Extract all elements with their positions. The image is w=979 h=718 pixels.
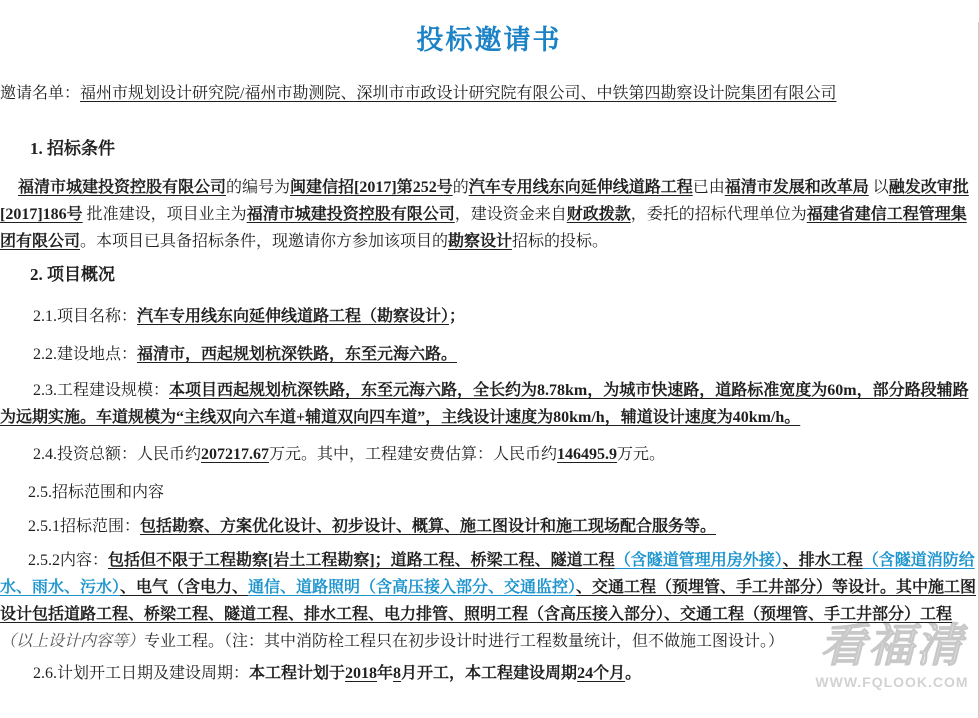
text-run: 福建省建信工程管理集团有限公司 (0, 206, 967, 250)
text-run: 专业工程。（注：其中消防栓工程只在初步设计时进行工程数量统计，但不做施工图设计。） (144, 633, 785, 650)
section-1-para (0, 174, 978, 255)
text-run: 万元。 (617, 446, 666, 463)
text-run: 、交通工程（预埋管、手工井部分）等设计。其中施工图设计包括道路工程、桥梁工程、隧道工程、排水工程、电力排管、照明工程（含高压接入部分）、交通工程（预埋管、手工井部分）工程 (0, 579, 977, 623)
watermark-brand-text: 看福清 (820, 620, 964, 671)
text-run: 2.6.计划开工日期及建设周期： (33, 665, 250, 682)
text-run: 146495.9 (557, 446, 618, 463)
text-run: 2.3.工程建设规模： (33, 382, 170, 399)
section-2-heading (0, 263, 978, 287)
invite-line (0, 80, 978, 107)
text-run: 财政拨款 (566, 206, 631, 223)
text-run: 1. 招标条件 (30, 139, 115, 158)
item-2-6 (0, 660, 978, 687)
text-run: 本工程计划于 (249, 665, 346, 682)
text-run: 2. 项目概况 (30, 265, 115, 284)
text-run: 2018 (345, 665, 378, 682)
document-body (0, 80, 978, 687)
text-run: 、排水工程 (782, 552, 863, 569)
text-run: 2.1.项目名称： (33, 308, 138, 325)
text-run: 。本项目已具备招标条件，现邀请你方参加该项目的 (80, 233, 449, 250)
text-run: ； (449, 308, 466, 325)
text-run: 已由 (692, 179, 725, 196)
text-run: 勘察设计 (448, 233, 513, 250)
text-run: 年 (377, 665, 394, 682)
text-run: 邀请名单： (0, 85, 81, 102)
text-run: 包括勘察、方案优化设计、初步设计、概算、施工图设计和施工现场配合服务等。 (140, 518, 717, 535)
item-2-4 (0, 441, 978, 468)
text-run: 福清市，西起规划杭深铁路，东至元海六路。 (137, 346, 458, 363)
text-run: 、电气（含电力、 (120, 579, 249, 596)
document-content (0, 22, 978, 687)
item-2-3 (0, 377, 978, 431)
document-title: 投标邀请书 (416, 25, 562, 55)
text-run: 闽建信招[2017]第252号 (290, 179, 453, 196)
text-run: 包括但不限于工程勘察[岩土工程勘察]；道路工程、桥梁工程、隧道工程 (108, 552, 615, 569)
text-run: ，建设资金来自 (454, 206, 567, 223)
item-2-5 (0, 479, 978, 506)
item-2-1 (0, 303, 978, 330)
text-run: 通信、道路照明（含高压接入部分、交通监控） (248, 579, 577, 596)
item-2-5-1 (0, 513, 978, 540)
text-run: 的 (452, 179, 469, 196)
text-run: 福州市规划设计研究院/福州市勘测院、深圳市市政设计研究院有限公司、中铁第四勘察设计院集团有限公司 (80, 85, 837, 102)
text-run: 。 (625, 665, 642, 682)
text-run: 福清市城建投资控股有限公司 (18, 179, 227, 196)
text-run: （以上设计内容等） (0, 633, 145, 650)
text-run: 月开工，本工程建设周期 (401, 665, 578, 682)
text-run: 2.2.建设地点： (33, 346, 138, 363)
text-run: （含隧道管理用房外接） (614, 552, 783, 569)
text-run: 汽车专用线东向延伸线道路工程 (468, 179, 693, 196)
text-run: 207217.67 (201, 446, 270, 463)
item-2-2 (0, 341, 978, 368)
document-page (0, 22, 979, 718)
text-run: 的编号为 (226, 179, 291, 196)
text-run: 批准建设，项目业主为 (82, 206, 247, 223)
text-run: 2.5.1招标范围： (28, 518, 141, 535)
text-run: 万元。其中，工程建安费估算：人民币约 (269, 446, 558, 463)
text-run: 2.5.2内容： (28, 552, 109, 569)
text-run: 8 (393, 665, 402, 682)
text-run: 融发改审批[2017]186号 (0, 179, 969, 223)
text-run: 本项目西起规划杭深铁路，东至元海六路，全长约为8.78km，为城市快速路，道路标准宽度为60m，部分路段辅路为远期实施。车道规模为“主线双向六车道+辅道双向四车道”，主线设计速度为80km/h，辅道设计速度为40km/h。 (0, 382, 969, 426)
item-2-5-2 (0, 547, 978, 655)
text-run: 以 (868, 179, 889, 196)
watermark-url-text: WWW.FQLOOK.COM (815, 674, 969, 690)
text-run: 招标的投标。 (512, 233, 609, 250)
text-run: （含隧道消防给水、雨水、污水） (0, 552, 975, 596)
text-run: 汽车专用线东向延伸线道路工程（勘察设计） (137, 308, 450, 325)
text-run: 福清市发展和改革局 (724, 179, 869, 196)
text-run: 24个月 (577, 665, 626, 682)
text-run: 福清市城建投资控股有限公司 (246, 206, 455, 223)
text-run: ，委托的招标代理单位为 (630, 206, 807, 223)
text-run: 2.4.投资总额：人民币约 (33, 446, 202, 463)
section-1-heading (0, 137, 978, 161)
text-run: 2.5.招标范围和内容 (28, 484, 165, 501)
